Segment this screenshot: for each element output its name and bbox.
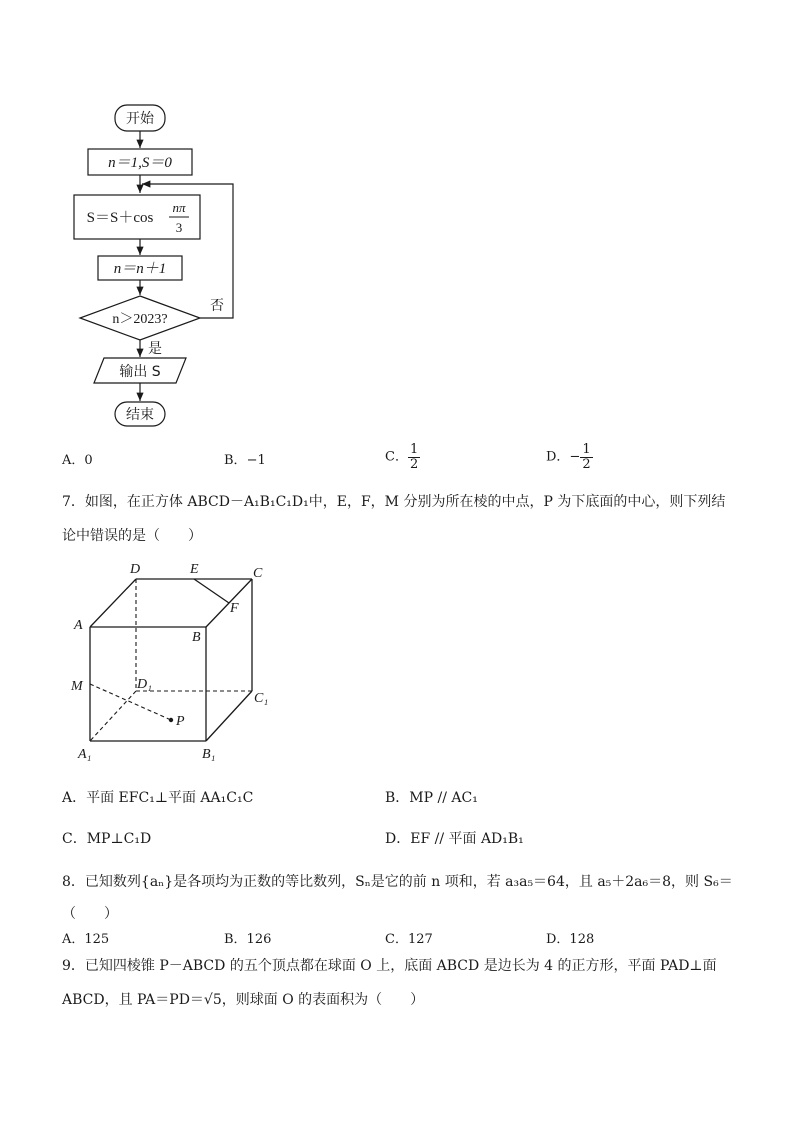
label-m: M [71,679,83,694]
update-num-text: nπ [172,200,186,215]
q8-option-c: C．127 [385,932,433,947]
end-text: 结束 [126,407,154,423]
flowchart [60,95,260,435]
q8-option-a: A．125 [62,932,110,947]
q6-c-denominator: 2 [409,457,419,472]
q8-line-2: （ ） [62,906,118,922]
label-a1: A₁ [78,747,92,762]
q7-option-d: D．EF // 平面 AD₁B₁ [385,831,524,847]
point-p [169,718,173,722]
output-text: 输出 S [119,364,161,380]
condition-text: n＞2023? [112,312,168,327]
q6-option-c [385,443,420,472]
label-c: C [253,566,263,581]
q6-option-d [546,443,593,472]
q7-option-b: B．MP // AC₁ [385,790,478,806]
update-lhs-text: S＝S＋cos [86,210,154,226]
increment-text: n＝n＋1 [113,261,167,277]
q6-option-a [62,451,93,471]
q6-option-b-value: −1 [246,453,266,468]
label-a: A [74,618,83,633]
q7-option-a: A．平面 EFC₁⊥平面 AA₁C₁C [62,790,254,806]
q6-option-d-fraction [580,443,592,472]
label-p: P [176,714,185,729]
q8-option-d: D．128 [546,932,595,947]
q8-option-b: B．126 [224,932,272,947]
label-b: B [192,630,201,645]
q7-line-2: 论中错误的是（ ） [62,528,202,544]
q6-c-numerator: 1 [409,442,419,457]
q6-option-c-label: C． [385,449,408,465]
start-text: 开始 [126,111,154,127]
no-label: 否 [210,298,224,314]
q6-d-denominator: 2 [582,457,591,472]
q6-option-d-label: D． [546,449,570,465]
label-d1: D₁ [137,677,152,692]
q9-line-1: 9．已知四棱锥 P－ABCD 的五个顶点都在球面 O 上，底面 ABCD 是边长为 4 的正方形，平面 PAD⊥面 [62,958,717,974]
q7-line-1: 7．如图，在正方体 ABCD－A₁B₁C₁D₁中，E，F，M 分别为所在棱的中点，P 为下底面的中心，则下列结 [62,494,726,510]
q6-option-c-fraction [408,443,420,472]
q7-option-c: C．MP⊥C₁D [62,831,152,847]
label-c1: C₁ [254,691,269,706]
q6-option-d-sign: − [569,449,581,465]
label-e: E [190,562,199,577]
label-d: D [130,562,141,577]
q6-d-numerator: 1 [582,442,591,457]
label-f: F [230,601,239,616]
q9-line-2: ABCD，且 PA＝PD＝√5，则球面 O 的表面积为（ ） [62,992,425,1008]
q8-line-1: 8．已知数列{aₙ}是各项均为正数的等比数列，Sₙ是它的前 n 项和，若 a₃a₅＝64，且 a₅＋2a₆＝8，则 S₆＝ [62,874,733,890]
init-text: n＝1,S＝0 [108,155,172,171]
cube-figure [60,555,300,775]
label-b1: B₁ [202,747,216,762]
q6-option-b [224,451,266,471]
yes-label: 是 [148,341,162,357]
q6-option-a-value: 0 [84,453,93,468]
update-den-text: 3 [175,220,183,235]
q6-option-a-label: A． [62,453,85,468]
q6-option-b-label: B． [224,453,247,468]
